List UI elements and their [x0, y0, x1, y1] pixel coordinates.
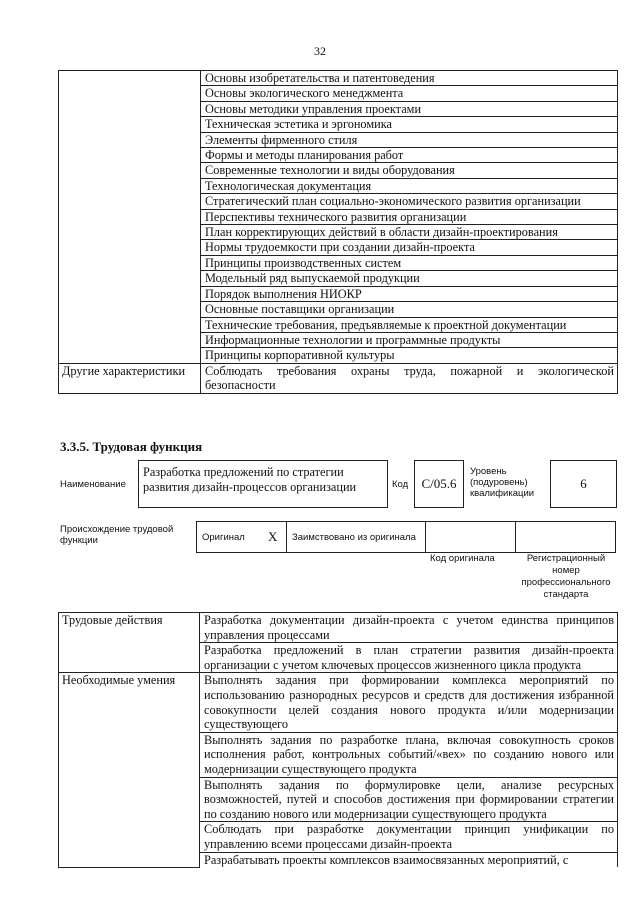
knowledge-item: Стратегический план социально-экономического развития организации — [201, 194, 618, 209]
knowledge-item: Перспективы технического развития организации — [201, 209, 618, 224]
skill-row-text: Выполнять задания по разработке плана, включая совокупность сроков исполнения работ, контрольных событий/«вех» по созданию нового или модернизации существующего продукта — [200, 732, 618, 777]
function-name-box — [138, 460, 388, 508]
code-box — [414, 460, 464, 508]
code-original-label: Код оригинала — [430, 553, 495, 564]
knowledge-item: План корректирующих действий в области дизайн-проектирования — [201, 225, 618, 240]
knowledge-item: Основы методики управления проектами — [201, 101, 618, 116]
function-details-table — [58, 612, 618, 868]
page-number: 32 — [314, 44, 326, 58]
knowledge-item: Принципы корпоративной культуры — [201, 348, 618, 363]
skill-row-text: Выполнять задания при формировании комплекса мероприятий по использованию разнородных ресурсов и средств для достижения избранной совокупности целей создания нового продукта и/или модернизации существующего — [200, 673, 618, 732]
borrowed-label: Заимствовано из оригинала — [292, 531, 416, 543]
knowledge-item: Нормы трудоемкости при создании дизайн-проекта — [201, 240, 618, 255]
section-title: 3.3.5. Трудовая функция — [60, 439, 203, 454]
original-mark: X — [268, 529, 278, 544]
knowledge-item: Технологическая документация — [201, 178, 618, 193]
knowledge-item: Основы изобретательства и патентоведения — [201, 71, 618, 86]
action-row — [59, 613, 618, 643]
knowledge-item: Техническая эстетика и эргономика — [201, 117, 618, 132]
name-label: Наименование — [60, 479, 126, 490]
knowledge-row — [59, 71, 618, 86]
other-row — [59, 363, 618, 393]
original-label: Оригинал — [202, 531, 245, 543]
knowledge-label-cell — [59, 71, 201, 364]
skill-row-text: Разрабатывать проекты комплексов взаимосвязанных мероприятий, с — [200, 852, 618, 867]
action-row-text: Разработка документации дизайн-проекта с учетом единства принципов управления процессами — [200, 613, 618, 643]
code-label: Код — [392, 479, 409, 490]
origin-label: Происхождение трудовой функции — [60, 524, 174, 546]
knowledge-item: Информационные технологии и программные продукты — [201, 332, 618, 347]
knowledge-item: Порядок выполнения НИОКР — [201, 286, 618, 301]
code-value: С/05.6 — [421, 476, 457, 491]
level-box — [550, 460, 617, 508]
knowledge-item: Формы и методы планирования работ — [201, 148, 618, 163]
origin-row — [196, 521, 616, 553]
level-label: Уровень (подуровень) квалификации — [470, 466, 535, 499]
skill-row-text: Соблюдать при разработке документации принцип унификации по управлению всеми процессами дизайн-проекта — [200, 822, 618, 852]
knowledge-item: Принципы производственных систем — [201, 255, 618, 270]
knowledge-item: Технические требования, предъявляемые к проектной документации — [201, 317, 618, 332]
knowledge-item: Основные поставщики организации — [201, 302, 618, 317]
skill-row-text: Выполнять задания по формулировке цели, анализе ресурсных возможностей, путей и способов достижения при формировании стратегии по созданию нового или модернизации существующего продукта — [200, 777, 618, 822]
other-value: Соблюдать требования охраны труда, пожарной и экологической безопасности — [201, 363, 618, 393]
function-name: Разработка предложений по стратегии развития дизайн-процессов организации — [143, 465, 357, 494]
action-row-label: Трудовые действия — [59, 613, 200, 673]
knowledge-item: Современные технологии и виды оборудования — [201, 163, 618, 178]
skill-row — [59, 673, 618, 732]
knowledge-item: Модельный ряд выпускаемой продукции — [201, 271, 618, 286]
skill-row-label: Необходимые умения — [59, 673, 200, 867]
level-value: 6 — [580, 476, 587, 491]
knowledge-item: Основы экологического менеджмента — [201, 86, 618, 101]
knowledge-item: Элементы фирменного стиля — [201, 132, 618, 147]
other-label: Другие характеристики — [59, 363, 201, 393]
knowledge-table — [58, 70, 618, 394]
action-row-text: Разработка предложений в план стратегии развития дизайн-проекта организации с учетом ключевых процессов жизненного цикла продукта — [200, 643, 618, 673]
reg-number-label: Регистрационный номер профессионального стандарта — [521, 553, 611, 600]
